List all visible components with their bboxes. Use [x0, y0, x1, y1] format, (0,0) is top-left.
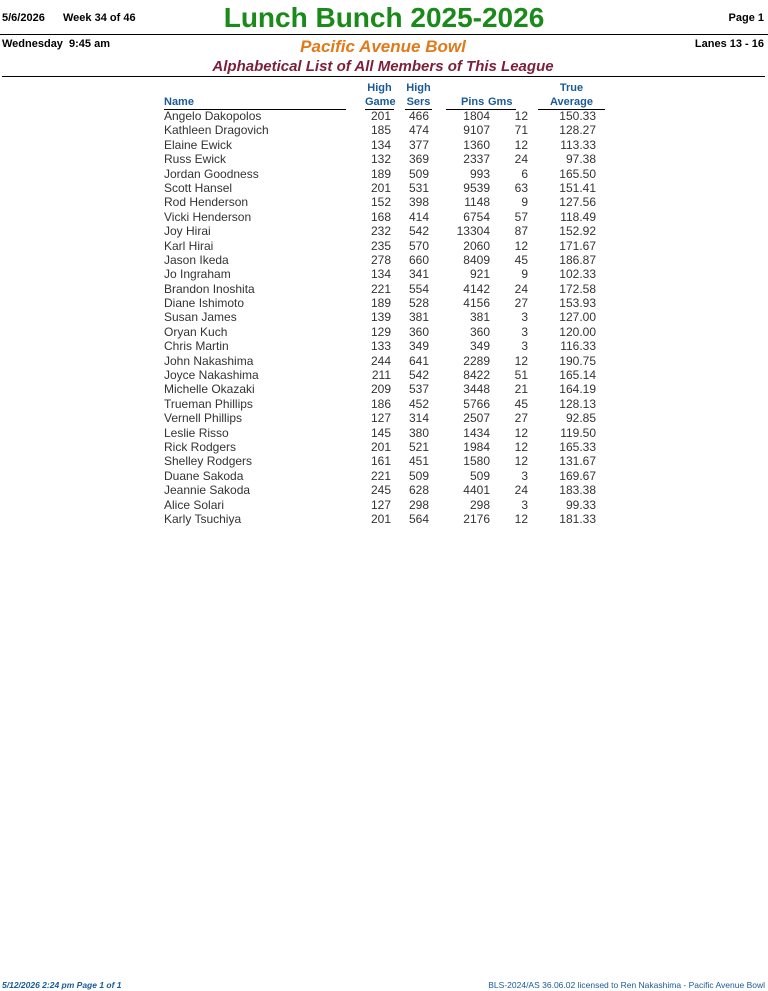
- games-bowled: 24: [514, 152, 528, 167]
- high-game: 278: [370, 252, 391, 267]
- table-row: [0, 195, 768, 209]
- total-pins: 349: [469, 339, 490, 354]
- col-header-games: Gms: [488, 96, 513, 108]
- games-bowled: 3: [521, 497, 528, 512]
- table-row: [0, 282, 768, 296]
- true-average: 150.33: [559, 109, 596, 123]
- member-name: Jordan Goodness: [164, 166, 259, 181]
- true-average: 183.38: [559, 483, 596, 498]
- true-average: 92.85: [565, 411, 596, 426]
- member-name: Angelo Dakopolos: [164, 109, 262, 123]
- total-pins: 381: [469, 310, 490, 325]
- table-row: [0, 253, 768, 267]
- true-average: 127.56: [559, 195, 596, 210]
- true-average: 152.92: [559, 224, 596, 239]
- high-game: 134: [370, 137, 391, 152]
- true-average: 128.13: [559, 396, 596, 411]
- true-average: 153.93: [559, 296, 596, 311]
- high-game: 161: [370, 454, 391, 469]
- high-series: 542: [408, 224, 429, 239]
- total-pins: 4401: [463, 483, 490, 498]
- total-pins: 2337: [463, 152, 490, 167]
- member-name: Alice Solari: [164, 497, 225, 512]
- high-game: 209: [370, 382, 391, 397]
- total-pins: 1580: [463, 454, 490, 469]
- high-series: 398: [408, 195, 429, 210]
- true-average: 169.67: [559, 468, 596, 483]
- software-license: BLS-2024/AS 36.06.02 licensed to Ren Nakashima - Pacific Avenue Bowl: [488, 980, 765, 990]
- member-name: Shelley Rodgers: [164, 454, 253, 469]
- high-series: 554: [408, 281, 429, 296]
- high-game: 201: [370, 511, 391, 526]
- member-name: Karly Tsuchiya: [164, 511, 242, 526]
- lanes-range: Lanes 13 - 16: [694, 38, 764, 50]
- games-bowled: 24: [514, 483, 528, 498]
- table-row: [0, 411, 768, 425]
- member-table: [0, 109, 768, 526]
- table-row: [0, 210, 768, 224]
- games-bowled: 71: [514, 123, 528, 138]
- total-pins: 2507: [463, 411, 490, 426]
- member-name: Elaine Ewick: [164, 137, 233, 152]
- high-series: 380: [408, 425, 429, 440]
- true-average: 172.58: [559, 281, 596, 296]
- true-average: 127.00: [559, 310, 596, 325]
- high-series: 474: [408, 123, 429, 138]
- true-average: 128.27: [559, 123, 596, 138]
- total-pins: 360: [469, 324, 490, 339]
- table-row: [0, 512, 768, 526]
- high-game: 132: [370, 152, 391, 167]
- high-game: 189: [370, 296, 391, 311]
- true-average: 131.67: [559, 454, 596, 469]
- table-row: [0, 440, 768, 454]
- high-series: 360: [408, 324, 429, 339]
- high-game: 139: [370, 310, 391, 325]
- total-pins: 13304: [456, 224, 490, 239]
- high-series: 341: [408, 267, 429, 282]
- header-divider: [0, 34, 768, 35]
- col-header-average: Average: [538, 95, 605, 110]
- games-bowled: 24: [514, 281, 528, 296]
- high-series: 509: [408, 166, 429, 181]
- total-pins: 3448: [463, 382, 490, 397]
- high-series: 349: [408, 339, 429, 354]
- high-game: 127: [370, 497, 391, 512]
- high-series: 369: [408, 152, 429, 167]
- games-bowled: 45: [514, 252, 528, 267]
- title-divider: [2, 76, 765, 77]
- high-series: 641: [408, 353, 429, 368]
- table-row: [0, 167, 768, 181]
- table-row: [0, 426, 768, 440]
- high-game: 168: [370, 209, 391, 224]
- high-series: 660: [408, 252, 429, 267]
- member-name: Kathleen Dragovich: [164, 123, 269, 138]
- high-game: 221: [370, 468, 391, 483]
- member-name: Brandon Inoshita: [164, 281, 255, 296]
- total-pins: 2289: [463, 353, 490, 368]
- true-average: 118.49: [560, 209, 596, 224]
- total-pins: 8422: [463, 368, 490, 383]
- member-name: Oryan Kuch: [164, 324, 228, 339]
- high-series: 542: [408, 368, 429, 383]
- high-series: 314: [408, 411, 429, 426]
- total-pins: 9107: [463, 123, 490, 138]
- total-pins: 1360: [463, 137, 490, 152]
- table-row: [0, 498, 768, 512]
- total-pins: 9539: [463, 180, 490, 195]
- col-header-pins-games: [446, 95, 516, 110]
- total-pins: 1148: [464, 195, 490, 210]
- total-pins: 2176: [463, 511, 490, 526]
- report-title: Alphabetical List of All Members of This League: [212, 58, 554, 75]
- total-pins: 4142: [463, 281, 490, 296]
- member-name: Jason Ikeda: [164, 252, 229, 267]
- games-bowled: 87: [514, 224, 528, 239]
- total-pins: 4156: [463, 296, 490, 311]
- high-series: 528: [408, 296, 429, 311]
- table-row: [0, 339, 768, 353]
- member-name: Scott Hansel: [164, 180, 233, 195]
- member-name: Vernell Phillips: [164, 411, 243, 426]
- member-name: Trueman Phillips: [164, 396, 253, 411]
- total-pins: 1804: [463, 109, 490, 123]
- league-title: Lunch Bunch 2025-2026: [223, 2, 545, 33]
- col-header-average-top: True: [559, 82, 584, 94]
- high-series: 381: [408, 310, 429, 325]
- true-average: 190.75: [559, 353, 596, 368]
- member-name: Vicki Henderson: [164, 209, 252, 224]
- true-average: 164.19: [559, 382, 596, 397]
- table-row: [0, 368, 768, 382]
- total-pins: 2060: [463, 238, 490, 253]
- high-series: 521: [408, 439, 429, 454]
- games-bowled: 27: [514, 411, 528, 426]
- table-row: [0, 224, 768, 238]
- games-bowled: 57: [514, 209, 528, 224]
- high-series: 531: [408, 180, 429, 195]
- col-header-pins: Pins: [461, 96, 485, 108]
- games-bowled: 3: [521, 310, 528, 325]
- col-header-high-series: Sers: [406, 96, 431, 108]
- total-pins: 5766: [463, 396, 490, 411]
- high-game: 221: [370, 281, 391, 296]
- member-name: Joy Hirai: [164, 224, 211, 239]
- table-row: [0, 109, 768, 123]
- high-series: 537: [408, 382, 429, 397]
- member-name: Jo Ingraham: [164, 267, 231, 282]
- high-game: 201: [370, 180, 391, 195]
- games-bowled: 9: [521, 267, 528, 282]
- true-average: 165.14: [559, 368, 596, 383]
- true-average: 120.00: [559, 324, 596, 339]
- high-game: 145: [370, 425, 391, 440]
- true-average: 119.50: [560, 425, 596, 440]
- table-row: [0, 483, 768, 497]
- true-average: 113.33: [560, 137, 596, 152]
- table-row: [0, 152, 768, 166]
- high-series: 466: [408, 109, 429, 123]
- table-row: [0, 296, 768, 310]
- games-bowled: 3: [521, 468, 528, 483]
- games-bowled: 12: [514, 425, 528, 440]
- high-series: 451: [408, 454, 429, 469]
- true-average: 165.33: [559, 439, 596, 454]
- high-game: 201: [370, 109, 391, 123]
- high-game: 244: [370, 353, 391, 368]
- table-row: [0, 325, 768, 339]
- games-bowled: 12: [514, 511, 528, 526]
- total-pins: 1434: [463, 425, 490, 440]
- high-series: 564: [408, 511, 429, 526]
- table-row: [0, 267, 768, 281]
- games-bowled: 3: [521, 324, 528, 339]
- games-bowled: 12: [514, 109, 528, 123]
- table-row: [0, 397, 768, 411]
- true-average: 102.33: [559, 267, 596, 282]
- games-bowled: 63: [514, 180, 528, 195]
- member-name: Karl Hirai: [164, 238, 214, 253]
- total-pins: 298: [469, 497, 490, 512]
- true-average: 116.33: [560, 339, 596, 354]
- print-timestamp: 5/12/2026 2:24 pm Page 1 of 1: [2, 980, 122, 990]
- games-bowled: 51: [514, 368, 528, 383]
- table-row: [0, 382, 768, 396]
- table-row: [0, 469, 768, 483]
- high-game: 201: [370, 439, 391, 454]
- true-average: 165.50: [559, 166, 596, 181]
- games-bowled: 12: [514, 137, 528, 152]
- high-game: 211: [371, 368, 391, 383]
- bowling-center-name: Pacific Avenue Bowl: [300, 37, 466, 56]
- high-series: 377: [408, 137, 429, 152]
- col-header-high-game: Game: [365, 96, 396, 108]
- high-game: 127: [370, 411, 391, 426]
- total-pins: 1984: [463, 439, 490, 454]
- member-name: Chris Martin: [164, 339, 229, 354]
- member-name: Rick Rodgers: [164, 439, 237, 454]
- games-bowled: 3: [521, 339, 528, 354]
- games-bowled: 12: [514, 353, 528, 368]
- col-header-high-series-top: High: [406, 82, 431, 94]
- games-bowled: 9: [521, 195, 528, 210]
- member-name: John Nakashima: [164, 353, 254, 368]
- games-bowled: 6: [521, 166, 528, 181]
- high-game: 185: [370, 123, 391, 138]
- true-average: 97.38: [565, 152, 596, 167]
- games-bowled: 12: [514, 454, 528, 469]
- member-name: Jeannie Sakoda: [164, 483, 251, 498]
- total-pins: 921: [469, 267, 490, 282]
- member-name: Michelle Okazaki: [164, 382, 255, 397]
- high-game: 152: [370, 195, 391, 210]
- true-average: 99.33: [565, 497, 596, 512]
- page-number: Page 1: [728, 12, 764, 24]
- col-header-name: Name: [164, 95, 346, 110]
- member-name: Duane Sakoda: [164, 468, 244, 483]
- high-series: 414: [408, 209, 429, 224]
- table-row: [0, 138, 768, 152]
- table-row: [0, 239, 768, 253]
- high-game: 232: [370, 224, 391, 239]
- total-pins: 993: [469, 166, 490, 181]
- total-pins: 6754: [463, 209, 490, 224]
- true-average: 181.33: [559, 511, 596, 526]
- report-date: 5/6/2026: [2, 12, 45, 24]
- table-row: [0, 310, 768, 324]
- league-day: Wednesday: [2, 38, 63, 50]
- member-name: Susan James: [164, 310, 237, 325]
- member-name: Leslie Risso: [164, 425, 229, 440]
- games-bowled: 12: [514, 439, 528, 454]
- col-header-high-game-top: High: [367, 82, 392, 94]
- member-name: Russ Ewick: [164, 152, 227, 167]
- member-name: Diane Ishimoto: [164, 296, 245, 311]
- member-name: Rod Henderson: [164, 195, 249, 210]
- high-series: 628: [408, 483, 429, 498]
- high-game: 189: [370, 166, 391, 181]
- high-series: 570: [408, 238, 429, 253]
- high-series: 509: [408, 468, 429, 483]
- total-pins: 509: [469, 468, 490, 483]
- week-indicator: Week 34 of 46: [63, 12, 136, 24]
- high-game: 129: [370, 324, 391, 339]
- true-average: 186.87: [559, 252, 596, 267]
- table-row: [0, 454, 768, 468]
- high-game: 133: [370, 339, 391, 354]
- games-bowled: 21: [514, 382, 528, 397]
- high-game: 186: [370, 396, 391, 411]
- games-bowled: 27: [514, 296, 528, 311]
- high-game: 235: [370, 238, 391, 253]
- member-name: Joyce Nakashima: [164, 368, 259, 383]
- high-series: 452: [408, 396, 429, 411]
- games-bowled: 45: [514, 396, 528, 411]
- league-time: 9:45 am: [69, 38, 110, 50]
- table-row: [0, 354, 768, 368]
- table-row: [0, 181, 768, 195]
- high-series: 298: [408, 497, 429, 512]
- true-average: 151.41: [559, 180, 596, 195]
- true-average: 171.67: [559, 238, 596, 253]
- table-row: [0, 123, 768, 137]
- games-bowled: 12: [514, 238, 528, 253]
- total-pins: 8409: [463, 252, 490, 267]
- high-game: 134: [370, 267, 391, 282]
- high-game: 245: [370, 483, 391, 498]
